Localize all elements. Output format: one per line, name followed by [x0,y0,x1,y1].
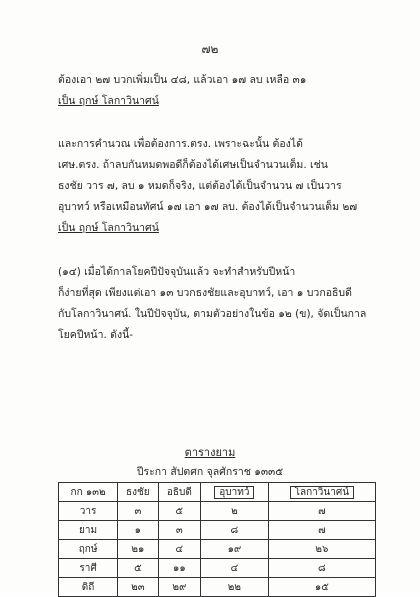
row-label: วาร [59,502,118,521]
column-header [201,483,269,502]
text-line: กับโลกาวินาศน์. ในปีปัจจุบัน, ตามตัวอย่างในข้อ ๑๒ (ข), จัดเป็นกาล [58,308,367,320]
row-label: ราศี [59,559,118,578]
text-line: เป็น ฤกษ์ โลกาวินาศน์ [58,222,159,234]
table-cell: ๘ [268,559,375,578]
table-header-row [59,483,376,502]
text-line: โยคปีหน้า. ดังนี้- [58,329,134,341]
table-cell: ๒๒ [201,578,269,597]
table-row [59,521,376,540]
text-line: เป็น ฤกษ์ โลกาวินาศน์ [58,95,159,107]
table-cell: ๒๑ [118,540,158,559]
table-cell: ๔ [158,540,201,559]
text-line: เศษ.ตรง. ถ้าลบกันหมดพอดีก็ต้องได้เศษเป็นจำนวนเต็ม. เช่น [58,159,328,171]
table-cell: ๕ [158,502,201,521]
table-cell: ๑ [118,521,158,540]
paragraph-2 [58,134,378,239]
column-header: อธิบดี [158,483,201,502]
table-cell: ๒ [201,502,269,521]
row-label: ดิถี [59,578,118,597]
table-cell: ๒๓ [118,578,158,597]
column-header-label: อุบาทว์ [214,486,254,499]
text-line: ธงชัย วาร ๗, ลบ ๑ หมดก็จริง, แต่ต้องได้เป็นจำนวน ๗ เป็นวาร [58,180,342,192]
table-cell: ๗ [268,521,375,540]
column-header-label: โลกาวินาศน์ [290,486,354,499]
table-row [59,578,376,597]
text-line: ก็ง่ายที่สุด เพียงแต่เอา ๑๓ บวกธงชัยและอุบาทว์, เอา ๑ บวกอธิบดี [58,287,352,299]
table-cell: ๑๕ [268,578,375,597]
table-cell: ๕ [118,559,158,578]
table-cell: ๑๙ [201,540,269,559]
table-subtitle: ปีระกา สัปตศก จุลศักราช ๑๓๓๕ [136,466,284,478]
paragraph-3 [58,262,378,346]
text-line: ต้องเอา ๒๗ บวกเพิ่มเป็น ๔๘, แล้วเอา ๑๗ ลบ เหลือ ๓๑ [58,74,307,86]
table-cell: ๓ [118,502,158,521]
row-label: ฤกษ์ [59,540,118,559]
table-cell: ๗ [268,502,375,521]
table-cell: ๒๙ [158,578,201,597]
paragraph-1 [58,70,378,112]
text-line: และการคำนวณ เพื่อต้องการ.ตรง. เพราะฉะนั้น ต้องได้ [58,138,303,150]
text-line: (๑๔) เมื่อได้กาลโยคปีปัจจุบันแล้ว จะทำสำหรับปีหน้า [58,266,296,278]
table-cell: ๑๑ [158,559,201,578]
table-row [59,559,376,578]
row-label: ยาม [59,521,118,540]
table-title: ตารางยาม [184,446,236,459]
table-cell: ๒๖ [268,540,375,559]
column-header: กก ๑๓๒ [59,483,118,502]
table-cell: ๓ [158,521,201,540]
text-line: อุบาทว์ หรือเหมือนทัศน์ ๑๗ เอา ๑๗ ลบ. ต้องได้เป็นจำนวนเต็ม ๒๗ [58,201,358,213]
page-number: ๗๒ [201,42,219,56]
table-row [59,502,376,521]
data-table [58,482,376,597]
column-header: ธงชัย [118,483,158,502]
table-cell: ๘ [201,521,269,540]
table-cell: ๔ [201,559,269,578]
table-row [59,540,376,559]
column-header [268,483,375,502]
